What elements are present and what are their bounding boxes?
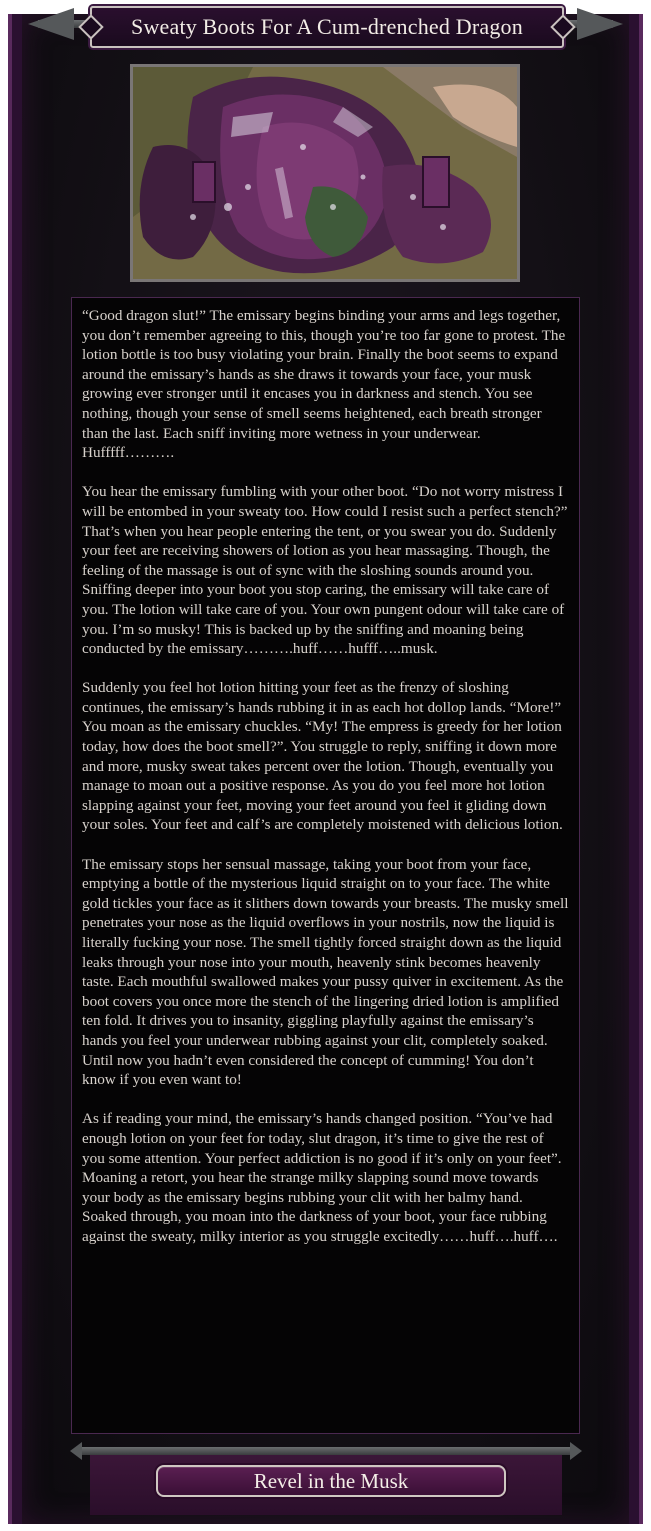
story-text-box (71, 297, 580, 1434)
button-area (90, 1455, 562, 1515)
title-left-ornament (28, 8, 74, 40)
story-paragraph: Suddenly you feel hot lotion hitting your feet as the frenzy of sloshing continues, the emissary’s hands rubbing it in as each hot dollop lands. “More!” You moan as the emissary chuckles. “My! The empress is greedy for her lotion today, how does the boot smell?”. You struggle to reply, sniffing it down more and more, musky sweat takes percent over the lotion. Though, eventually you manage to moan out a positive response. As you do you feel more hot lotion slapping against your feet, moving your feet around you feel it gliding down your soles. Your feet and calf’s are completely moistened with delicious lotion. (82, 679, 563, 834)
title-plate (90, 6, 564, 48)
scene-illustration-icon (133, 67, 517, 279)
story-paragraph: As if reading your mind, the emissary’s hands changed position. “You’ve had enough lotion on your feet for today, slut dragon, it’s time to give the rest of you some attention. Your perfect addiction is no good if it’s only on your feet”. Moaning a retort, you hear the strange milky slapping sound move towards your body as the emissary begins rubbing your clit with her balmy hand. Soaked through, you moan into the darkness of your boot, your face rubbing against the sweaty, milky interior as you struggle excitedly……huff….huff…. (82, 1110, 562, 1245)
event-title: Sweaty Boots For A Cum-drenched Dragon (131, 14, 523, 39)
event-window (8, 0, 643, 1531)
story-paragraph: You hear the emissary fumbling with your other boot. “Do not worry mistress I will be entombed in your sweaty too. How could I resist such a perfect stench?” That’s when you hear people entering the tent, or you swear you do. Suddenly your feet are receiving showers of lotion as you hear massaging. Though, the feeling of the massage is out of sync with the sloshing sounds around you. Sniffing deeper into your boot you stop caring, the emissary will take care of you. The lotion will take care of you. Your own pungent odour will take care of you. I’m so musky! This is backed up by the sniffing and moaning being conducted by the emissary……….huff……hufff…..musk. (82, 483, 568, 658)
story-paragraph: “Good dragon slut!” The emissary begins binding your arms and legs together, you don’t remember agreeing to this, though you’re too far gone to protest. The lotion bottle is too busy violating your brain. Finally the boot seems to expand around the emissary’s hands as she draws it towards your face, your musk growing ever stronger until it encases you in darkness and stench. You see nothing, though your sense of smell seems heightened, each breath stronger than the last. Each sniff inviting more wetness in your underwear. Hufffff………. (82, 307, 566, 462)
title-right-ornament (577, 8, 623, 40)
revel-in-the-musk-button[interactable]: Revel in the Musk (156, 1465, 506, 1497)
event-illustration (130, 64, 520, 282)
title-bar (8, 2, 643, 48)
bottom-rail (80, 1447, 572, 1455)
story-paragraph: The emissary stops her sensual massage, taking your boot from your face, emptying a bottle of the mysterious liquid straight on to your face. The white gold tickles your face as it slithers down towards your breasts. The musky smell penetrates your nose as the liquid overflows in your nostrils, now the liquid is literally fucking your nose. The smell tightly forced straight down as the liquid leaks through your nose into your mouth, heavenly stink becomes heavenly taste. Each mouthful swallowed makes your pussy quiver in excitement. As the boot covers you once more the stench of the lingering dried lotion is amplified ten fold. It drives you to insanity, giggling playfully against the emissary’s hands you feel your underwear rubbing against your clit, completely soaked. Until now you hadn’t even considered the concept of cumming! You don’t know if you even want to! (82, 855, 569, 1089)
